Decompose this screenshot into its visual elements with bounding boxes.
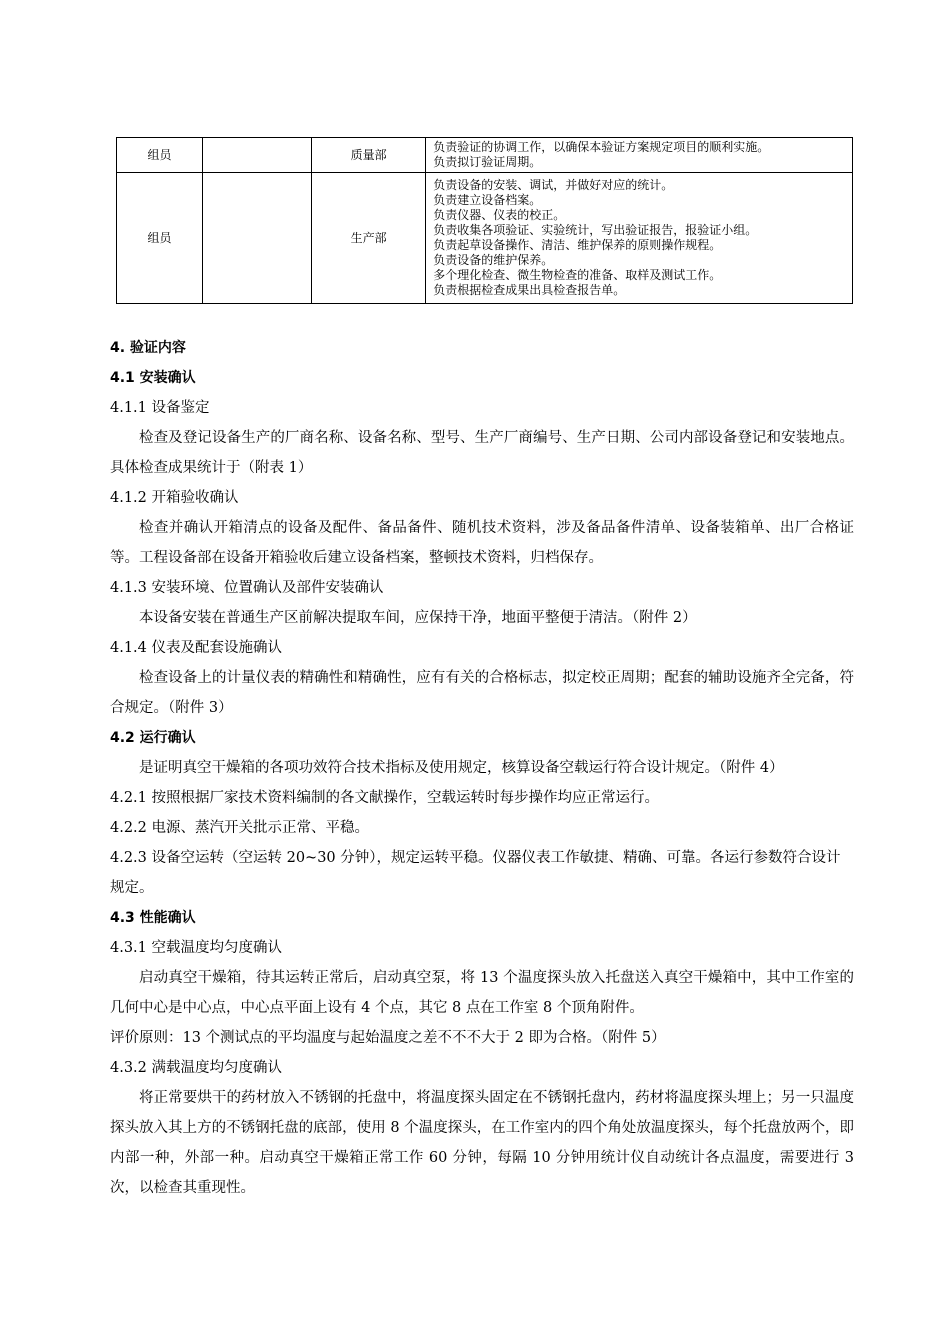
paragraph-4-1-1: 检查及登记设备生产的厂商名称、设备名称、型号、生产厂商编号、生产日期、公司内部设备登记和安装地点。具体检查成果统计于（附表 1） <box>110 430 854 476</box>
paragraph-4-1-2: 检查并确认开箱清点的设备及配件、备品备件、随机技术资料，涉及备品备件清单、设备装箱单、出厂合格证等。工程设备部在设备开箱验收后建立设备档案，整顿技术资料，归档保存。 <box>110 520 854 566</box>
duty-line: 负责设备的安装、调试，并做好对应的统计。 <box>433 178 674 192</box>
subsection-heading-4-1-2: 4.1.2 开箱验收确认 <box>110 490 239 506</box>
duty-line: 负责仪器、仪表的校正。 <box>433 208 566 222</box>
evaluation-criterion: 评价原则：13 个测试点的平均温度与起始温度之差不不不大于 2 即为合格。（附件 5） <box>110 1030 666 1046</box>
duty-line: 负责收集各项验证、实验统计，写出验证报告，报验证小组。 <box>433 223 758 237</box>
duty-line: 负责拟订验证周期。 <box>433 155 542 169</box>
subsection-heading-4-3-1: 4.3.1 空载温度均匀度确认 <box>110 940 283 956</box>
paragraph-4-1-4: 检查设备上的计量仪表的精确性和精确性，应有有关的合格标志，拟定校正周期；配套的辅助设施齐全完备，符合规定。（附件 3） <box>110 670 854 716</box>
subsection-heading-4-3-2: 4.3.2 满载温度均匀度确认 <box>110 1060 283 1076</box>
responsibility-table <box>116 137 853 304</box>
subsection-heading-4-1-3: 4.1.3 安装环境、位置确认及部件安装确认 <box>110 580 384 596</box>
item-4-2-3: 4.2.3 设备空运转（空运转 20~30 分钟），规定运转平稳。仪器仪表工作敏捷、精确、可靠。各运行参数符合设计规定。 <box>110 850 841 896</box>
duty-line: 负责根据检查成果出具检查报告单。 <box>433 283 626 297</box>
table-row <box>117 173 853 304</box>
document-body <box>110 333 854 1203</box>
paragraph-4-1-3: 本设备安装在普通生产区前解决提取车间，应保持干净，地面平整便于清洁。（附件 2） <box>139 610 697 626</box>
section-heading-4-1: 4.1 安装确认 <box>110 370 196 386</box>
paragraph-4-3-1: 启动真空干燥箱，待其运转正常后，启动真空泵，将 13 个温度探头放入托盘送入真空干燥箱中，其中工作室的几何中心是中心点，中心点平面上设有 4 个点，其它 8 点在工作室 8 个顶角附件。 <box>110 970 854 1016</box>
item-4-2-2: 4.2.2 电源、蒸汽开关批示正常、平稳。 <box>110 820 370 836</box>
duties-cell <box>426 138 853 173</box>
duty-line: 负责起草设备操作、清洁、维护保养的原则操作规程。 <box>433 238 722 252</box>
table-row <box>117 138 853 173</box>
duties-cell <box>426 173 853 304</box>
duty-line: 负责验证的协调工作，以确保本验证方案规定项目的顺利实施。 <box>433 140 770 154</box>
name-cell <box>203 138 312 173</box>
item-4-2-1: 4.2.1 按照根据厂家技术资料编制的各文献操作，空载运转时每步操作均应正常运行。 <box>110 790 660 806</box>
name-cell <box>203 173 312 304</box>
role-cell: 组员 <box>117 138 203 173</box>
section-heading-4-2: 4.2 运行确认 <box>110 730 196 746</box>
duty-line: 多个理化检查、微生物检查的准备、取样及测试工作。 <box>433 268 722 282</box>
role-cell: 组员 <box>117 173 203 304</box>
section-heading-4: 4. 验证内容 <box>110 340 186 356</box>
dept-cell: 质量部 <box>312 138 426 173</box>
subsection-heading-4-1-4: 4.1.4 仪表及配套设施确认 <box>110 640 283 656</box>
subsection-heading-4-1-1: 4.1.1 设备鉴定 <box>110 400 210 416</box>
section-heading-4-3: 4.3 性能确认 <box>110 910 196 926</box>
duty-line: 负责建立设备档案。 <box>433 193 542 207</box>
paragraph-4-2: 是证明真空干燥箱的各项功效符合技术指标及使用规定，核算设备空载运行符合设计规定。（附件 4） <box>139 760 784 776</box>
paragraph-4-3-2: 将正常要烘干的药材放入不锈钢的托盘中，将温度探头固定在不锈钢托盘内，药材将温度探头埋上；另一只温度探头放入其上方的不锈钢托盘的底部，使用 8 个温度探头，在工作室内的四个角处放温度探头，每个托盘放两个，即内部一种，外部一种。启动真空干燥箱正常工作 60 分钟，每隔 10 分钟用统计仪自动统计各点温度，需要进行 3 次，以检查其重现性。 <box>110 1090 854 1196</box>
duty-line: 负责设备的维护保养。 <box>433 253 554 267</box>
dept-cell: 生产部 <box>312 173 426 304</box>
